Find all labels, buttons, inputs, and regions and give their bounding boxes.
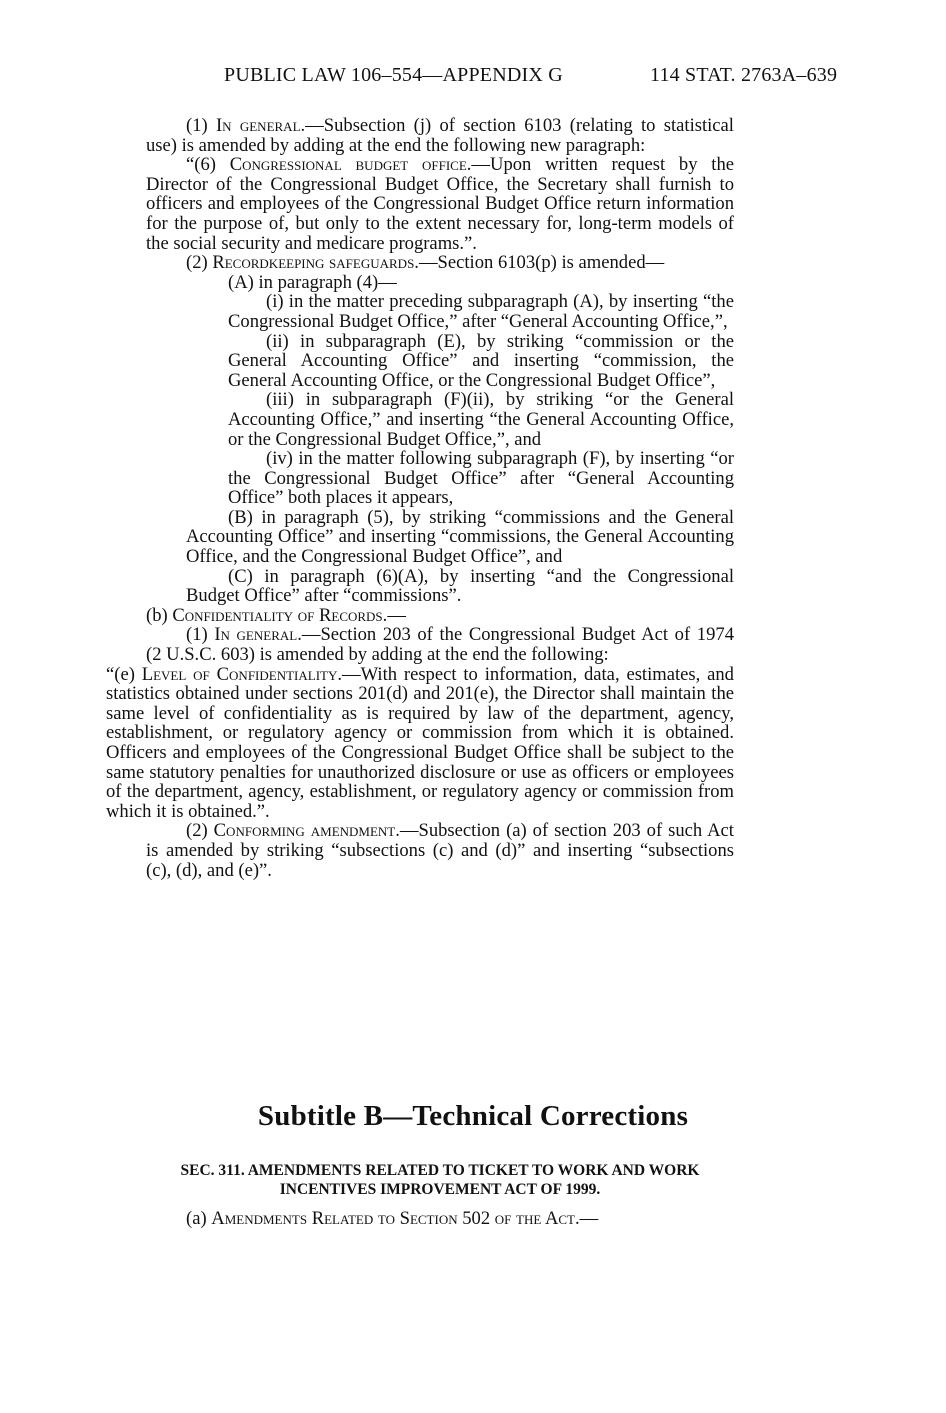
section-heading-line-1: SEC. 311. AMENDMENTS RELATED TO TICKET TO WORK AND WORK	[180, 1162, 700, 1179]
clause-i: (i) in the matter preceding subparagraph (A), by inserting “the Congressional Budget Office,” after “General Accounting Office,”,	[228, 291, 734, 332]
paragraph-e-level-of-confidentiality: “(e) Level of Confidentiality.—With respect to information, data, estimates, and statistics obtained under sections 201(d) and 201(e), the Director shall maintain the same level of confidentiality as is required by law of the department, agency, establishment, or regulatory agency or commission from which it is obtained. Officers and employees of the Congressional Budget Office shall be subject to the same statutory penalties for unauthorized disclosure or use as officers or employees of the department, agency, establishment, or regulatory agency or commission from which it is obtained.”.	[106, 663, 734, 822]
paragraph-1-section-203: (1) In general.—Section 203 of the Congressional Budget Act of 1974 (2 U.S.C. 603) is amended by adding at the end the following:	[146, 624, 734, 666]
header-law-title: PUBLIC LAW 106–554—APPENDIX G	[224, 64, 563, 86]
section-311-heading	[146, 1161, 734, 1199]
section-heading-line-2: INCENTIVES IMPROVEMENT ACT OF 1999.	[279, 1181, 601, 1198]
subsection-a-heading: (a) Amendments Related to Section 502 of the Act.—	[186, 1208, 599, 1229]
clause-c-paragraph-6a: (C) in paragraph (6)(A), by inserting “and the Congressional Budget Office” after “commissions”.	[186, 565, 734, 607]
clause-ii: (ii) in subparagraph (E), by striking “commission or the General Accounting Office” and inserting “commission, the General Accounting Office, or the Congressional Budget Office”,	[228, 330, 734, 391]
body-text	[106, 115, 734, 881]
paragraph-2-recordkeeping-safeguards: (2) Recordkeeping safeguards.—Section 6103(p) is amended—	[186, 252, 665, 274]
paragraph-6-congressional-budget-office: “(6) Congressional budget office.—Upon written request by the Director of the Congressional Budget Office, the Secretary shall furnish to officers and employees of the Congressional Budget Office return information for the purpose of, but only to the extent necessary for, long-term models of the social security and medicare programs.”.	[146, 154, 734, 254]
paragraph-2-conforming-amendment: (2) Conforming amendment.—Subsection (a) of section 203 of such Act is amended by striking “subsections (c) and (d)” and inserting “subsections (c), (d), and (e)”.	[146, 820, 734, 881]
clause-b-paragraph-5: (B) in paragraph (5), by striking “commissions and the General Accounting Office” and inserting “commissions, the General Accounting Office, and the Congressional Budget Office”, and	[186, 506, 734, 568]
header-stat-citation: 114 STAT. 2763A–639	[650, 64, 838, 86]
running-header	[224, 64, 874, 87]
subsection-b-confidentiality: (b) Confidentiality of Records.—	[146, 604, 406, 626]
paragraph-1-in-general: (1) In general.—Subsection (j) of section 6103 (relating to statistical use) is amended by adding at the end the following new paragraph:	[146, 115, 734, 156]
clause-iii: (iii) in subparagraph (F)(ii), by striking “or the General Accounting Office,” and inserting “the General Accounting Office, or the Congressional Budget Office,”, and	[228, 389, 734, 450]
clause-a-paragraph-4: (A) in paragraph (4)—	[228, 271, 397, 293]
clause-iv: (iv) in the matter following subparagraph (F), by inserting “or the Congressional Budget Office” after “General Accounting Office” both places it appears,	[228, 448, 734, 509]
subtitle-heading: Subtitle B—Technical Corrections	[257, 1100, 689, 1132]
